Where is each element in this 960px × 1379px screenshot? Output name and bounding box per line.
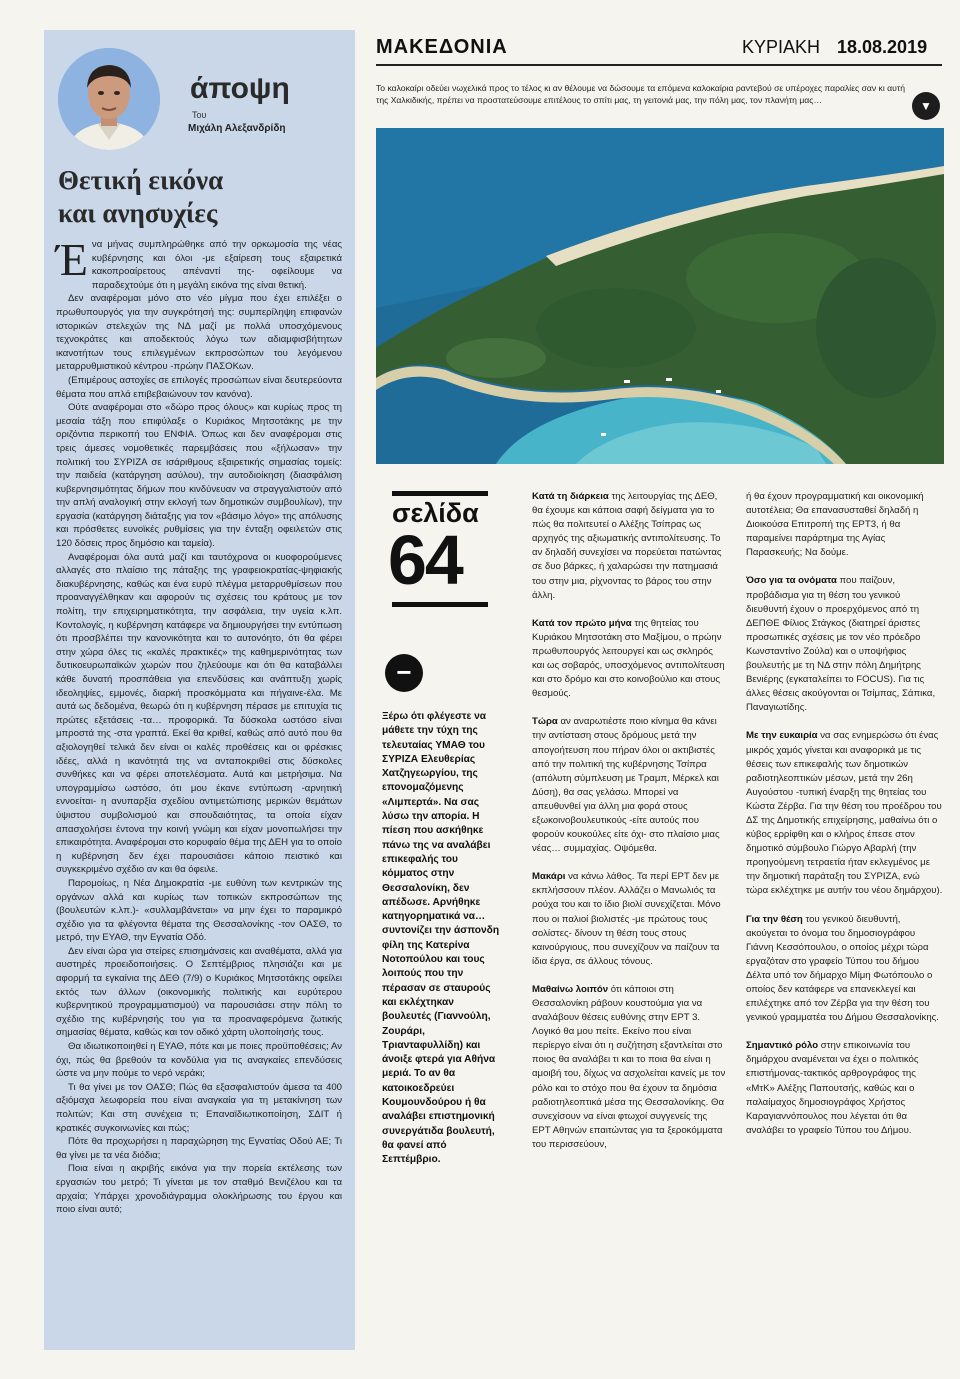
gossip-item <box>532 983 727 1152</box>
gossip-item-body: ή θα έχουν προγραμματική και οικονομική αυτοτέλεια; Θα επανασυσταθεί δηλαδή η Διοικούσα Επιτροπή της ΕΡΤ3, ή θα παραμείνει παράρτημα της Αγίας Παρασκευής; Να δούμε. <box>746 491 924 559</box>
gossip-item <box>532 715 727 856</box>
gossip-item-body: στην επικοινωνία του δημάρχου αναμένεται να έχει ο πολιτικός επιστήμονας-τακτικός αρθρογράφος της «ΜτΚ» Αλέξης Παπουτσής, καθώς και ο παλαίμαχος δημοσιογράφος Χρήστος Καραγιαννόπουλος που λέγεται ότι θα αναλάβει το γραφείο Τύπου του Δήμου. <box>746 1040 919 1136</box>
article-paragraph: (Επιμέρους αστοχίες σε επιλογές προσώπων είναι δευτερεύοντα θέματα που απλά επιβεβαιώνουν τον κανόνα). <box>56 374 342 400</box>
gossip-item <box>532 490 727 603</box>
photo-lead-text: Το καλοκαίρι οδεύει νωχελικά προς το τέλος κι αν θέλουμε να δώσουμε τα επόμενα καλοκαίρια ραντεβού σε υπέροχες παραλίες σαν κι αυτή της Χαλκιδικής, πρέπει να προστατεύσουμε επιτέλους το σπίτι μας, τη γειτονιά μας, την πόλη μας, τον πλανήτη μας… <box>376 83 905 106</box>
gossip-item-lead: Τώρα <box>532 716 558 728</box>
page-number: 64 <box>388 521 462 599</box>
gossip-item-lead: Σημαντικό ρόλο <box>746 1040 819 1052</box>
gossip-item-body: της λειτουργίας της ΔΕΘ, θα έχουμε και κάποια σαφή δείγματα για το πώς θα πολιτευτεί ο Αλέξης Τσίπρας ως αρχηγός της αξιωματικής αντιπολίτευσης. Το αν δηλαδή συνεχίσει να πορεύεται πατώντας σε δυο βάρκες, ή χαλαρώσει την πατημασιά του στην μια, ρίχνοντας το βάρος του στην άλλη. <box>532 491 722 601</box>
gossip-column-right <box>746 490 944 1152</box>
headline-line-1: Θετική εικόνα <box>58 165 224 195</box>
page-box-bottom-rule <box>392 602 488 607</box>
aerial-beach-photo <box>376 128 944 464</box>
article-paragraph: Τι θα γίνει με τον ΟΑΣΘ; Πώς θα εξασφαλιστούν άμεσα τα 400 αξιόμαχα λεωφορεία που είναι αναγκαία για τη μετακίνηση των πολιτών; Και στη συνέχεια τι; Επαναϊδιωτικοποίηση, ΣΔΙΤ ή κρατικές συγκοινωνίες και πώς; <box>56 1081 342 1134</box>
issue-date: 18.08.2019 <box>837 37 928 57</box>
down-arrow-icon: ▼ <box>912 92 940 120</box>
gossip-item <box>746 574 944 715</box>
aerial-beach-illustration <box>376 128 944 464</box>
masthead-divider <box>376 64 942 66</box>
article-paragraph: Πότε θα προχωρήσει η παραχώρηση της Εγνατίας Οδού ΑΕ; Τι θα γίνει με τα νέα διόδια; <box>56 1136 342 1161</box>
gossip-item-lead: Μαθαίνω λοιπόν <box>532 983 609 995</box>
newspaper-name: ΜΑΚΕΔΟΝΙΑ <box>376 36 508 58</box>
article-paragraph: Δεν είναι ώρα για στείρες επισημάνσεις και αναθέματα, αλλά για αυστηρές προειδοποιήσεις. Ο Σεπτέμβριος πλησιάζει και με αφορμή τα εγκαίνια της ΔΕΘ (7/9) ο Κυριάκος Μητσοτάκης οφείλει εκτός των άλλων (οικονομικής πολιτικής και ευρύτερου κυβερνητικού προγραμματισμού) να παρουσιάσει στην πόλη το σχέδιο της κυβέρνησής του για τα προαναφερόμενα ζωτικής σημασίας θέματα, καθώς και τον οδικό χάρτη υλοποίησής τους. <box>56 945 342 1039</box>
gossip-item-body: αν αναρωτιέστε ποιο κίνημα θα κάνει την αντίσταση στους δρόμους μετά την απογοήτευση που πήραν όλοι οι ακτιβιστές από την πολιτική της κυβέρνησης Τσίπρα (απόλυτη σύμπλευση με Τραμπ, Μέρκελ και Δύση), θα σας γελάσω. Μπορεί να απευθυνθεί για άλλη μια φορά στους εξωκοινοβουλευτικούς -είτε αυτούς που φορούν κουκούλες είτε όχι- στο πλαίσιο μιας νέας… συμμαχίας. Οψόμεθα. <box>532 716 720 855</box>
page-box-top-rule <box>392 491 488 496</box>
drop-cap: Έ <box>56 234 88 285</box>
gossip-item-body: που παίζουν, προβάδισμα για τη θέση του γενικού διευθυντή έχουν ο προερχόμενος από τη ΔΕΠΘΕ Φίλιος Στάγκος (διατηρεί άριστες προσωπικές σχέσεις με τον νέο πρόεδρο Κωνσταντίνο Ζούλα) και ο υποψήφιος βουλευτής με τη ΝΔ στην πόλη Δημήτρης Βενιέρης (εγκαταλείπει το FOCUS). Για τις άλλες θέσεις ακούγονται οι Τσίμπας, Σάπικα, Παναγιωτίδης. <box>746 575 936 714</box>
gossip-item-body: να κάνω λάθος. Τα περί ΕΡΤ δεν με εκπλήσσουν πλέον. Αλλάζει ο Μανωλιός τα ρούχα του και το ίδιο βιολί συνεχίζεται. Μόνο που οι παλιοί βιολιστές -με πρώτους τους σολίστες- δίνουν τη θέση τους στους καινούργιους, που συνεχίζουν να παίζουν τα ίδια έργα, σε άλλους τόνους. <box>532 871 721 967</box>
article-paragraph: Ούτε αναφέρομαι στο «δώρο προς όλους» και κυρίως προς τη μεσαία τάξη που επιφύλαξε ο Κυριάκος Μητσοτάκης με την οριζόντια περικοπή του ΕΝΦΙΑ. Όπως και δεν αναφέρομαι στις τρεις άμεσες νομοθετικές παρεμβάσεις που «ξήλωσαν» την πολιτική του ΣΥΡΙΖΑ σε ισάριθμους εξαιρετικής σημασίας τομείς: την παιδεία (κατάργηση ασύλου), την αυτοδιοίκηση (διασφάλιση κυβερνησιμότητας δήμων που κινδύνευαν να στραγγαλιστούν από την απλή αναλογική στην εκλογή των δημοτικών συμβουλίων), την εργασία (κατάργηση διάταξης για τον «βάσιμο λόγο» της απόλυσης και πρόσθετες ευνοϊκές ρυθμίσεις για την ένταξη οφειλετών στις 120 δόσεις προς δημόσιο και ταμεία). <box>56 402 342 550</box>
gossip-item-body: ότι κάποιοι στη Θεσσαλονίκη ράβουν κουστούμια για να αναλάβουν θέσεις ευθύνης στην ΕΡΤ 3. Λογικό θα μου πείτε. Εκείνο που είναι περίεργο είναι ότι η συζήτηση εξαντλείται στο ποιος θα αναλάβει τι και το ποια θα είναι η αμοιβή του, δίχως να ασχολείται κανείς με τον ρόλο και το στόχο που θα έχουν τα δημόσια ραδιοτηλεοπτικά μέσα της Θεσσαλονίκης. Θα συνεχίσουν να είναι φτωχοί συγγενείς της ΕΡΤ Αθηνών επαιτώντας για τα ξεροκόμματα του περισσεύουν, <box>532 983 726 1150</box>
gossip-item-lead: Μακάρι <box>532 871 566 883</box>
gossip-item-lead: Με την ευκαιρία <box>746 730 818 742</box>
gossip-item <box>746 490 944 560</box>
article-paragraph: Δεν αναφέρομαι μόνο στο νέο μίγμα που έχει επιλέξει ο πρωθυπουργός για την συγκρότησή της: συμπερίληψη επιφανών ιστορικών στελεχών της ΝΔ μαζί με πολλά υποσχόμενους τεχνοκράτες και αποδεκτούς λόγω των αδιαμφισβήτητων ικανοτήτων τους επιλεγμένων εκπροσώπων του λεγόμενου μεταρρυθμιστικού κέντρου -πρώην ΠΑΣΟΚων. <box>56 293 342 373</box>
page-word: σελίδα <box>392 498 479 528</box>
gossip-item <box>746 913 944 1026</box>
opinion-label: άποψη <box>190 72 290 105</box>
article-paragraph: Αναφέρομαι όλα αυτά μαζί και ταυτόχρονα οι κυοφορούμενες αλλαγές στο πλαίσιο της πάταξης της γραφειοκρατίας-ψηφιακής διακυβέρνησης, καθώς και ένα ευρύ πλέγμα μεταρρυθμίσεων που προαναγγέλθηκαν και αφορούν τις σχέσεις του κράτους με τον πολίτη, την επιχειρηματικότητα, την ασφάλεια, την υγεία κ.λπ. Κοντολογίς, η κυβέρνηση κατάφερε να δημιουργήσει την εντύπωση ότι προσβλέπει την κανονικότητα και το αυτονόητο, ότι θα φέρει στην χώρα όλες τις «καλές πρακτικές» της καθημερινότητας των δυτικοευρωπαϊκών χωρών που ζηλεύουμε και ότι θα καταβάλλει κάθε δυνατή προσπάθεια για επενδύσεις και ανάπτυξη χωρίς ιδεοληψίες, εμμονές, διαρκή προσκόμματα και πήγαινε-έλα. Με αυτά ως δεδομένα, θεωρώ ότι η κυβέρνηση πέρασε με επιτυχία τις πρώτες εξετάσεις -τα… προφορικά. Τα δύσκολα ωστόσο είναι μπροστά της -στα γραπτά. Εκεί θα κριθεί, καθώς από αυτό που θα αξιολογηθεί τελικά δεν είναι οι καλές προθέσεις και οι φρέσκιες ιδέες, αλλά η ικανότητά της να ανταποκριθεί στις δύσκολες συνθήκες και να φέρει αποτελέσματα. Αυτά και μετρήσιμα. Να υπογραμμίσω ωστόσο, ότι μου έκανε εντύπωση -αρνητική εννοείται- η ανυπαρξία σχεδίου αντιμετώπισης μερικών θεμάτων ύψιστου συμβολισμού και σπουδαιότητας, τα οποία είχαν απασχολήσει έντονα την κοινή γνώμη και είχαν μονοπωλήσει την επικαιρότητα. Αναφέρομαι στο κορυφαίο θέμα της ΔΕΗ για το οποίο η κυβέρνηση δεν έχει παρουσιάσει κάποιο πειστικό και συγκεκριμένο σχέδιο αν και θα όφειλε. <box>56 551 343 876</box>
opinion-panel <box>44 30 355 1350</box>
gossip-item-body: να σας ενημερώσω ότι ένας μικρός χαμός γίνεται και αναφορικά με τις θέσεις των επικεφαλής των δημοτικών ραδιοτηλεοπτικών μέσων, μετά την 26η Αυγούστου -τυπική έναρξη της θητείας του Κώστα Ζέρβα. Για την θέση του προέδρου του ΔΣ της Δημοτικής επιχείρησης, μαθαίνω ότι ο κύβος ερρίφθη και ο κλήρος έπεσε στον δημοτικό σύμβουλο Γιώργο Αβαρλή (την προηγούμενη τετραετία ήταν εκλεγμένος με την δημοτική παράταξη του ΣΥΡΙΖΑ, ενώ τώρα εκλέχτηκε με αυτήν του νέου δημάρχου). <box>746 730 943 897</box>
gossip-item-lead: Για την θέση <box>746 913 803 925</box>
gossip-item <box>746 1039 944 1138</box>
gossip-item-body: του γενικού διευθυντή, ακούγεται το όνομα του δημοσιογράφου Γιάννη Κεσσόπουλου, ο οποίος μέχρι τώρα εργαζόταν στο γραφείο Τύπου του δήμου Δέλτα υπό τον δήμαρχο Μίμη Φωτόπουλο ο οποίος δεν κατάφερε να επανεκλεγεί και επιλέχτηκε από τον Ζέρβα για την θέση του γενικού γραμματέα του Δήμου Θεσσαλονίκης. <box>746 913 939 1024</box>
author-photo <box>58 48 160 150</box>
article-paragraph: Ένα μήνας συμπληρώθηκε από την ορκωμοσία της νέας κυβέρνησης και όλοι -με εξαίρεση τους εξαιρετικά κακοπροαίρετους απέναντί της- οφείλουμε να παραδεχτούμε ότι η μεγάλη εικόνα της είναι θετική. <box>56 234 342 291</box>
gossip-item-body: της θητείας του Κυριάκου Μητσοτάκη στο Μαξίμου, ο πρώην πρωθυπουργός λειτουργεί και ως σκληρός και ως σοβαρός, υποσχόμενος αντιπολίτευση και στο δρόμο και στο κοινοβούλιο και στους θεσμούς. <box>532 617 725 700</box>
author-name: Μιχάλη Αλεξανδρίδη <box>188 123 286 134</box>
byline-prefix: Του <box>192 110 207 120</box>
article-paragraph: Παρομοίως, η Νέα Δημοκρατία -με ευθύνη των κεντρικών της οργάνων αλλά και κυρίως των τοπικών εκπροσώπων της (βουλευτών κ.λπ.)- «συλλαμβάνεται» να μην έχει το παραμικρό σχέδιο για τα φλέγοντα θέματα της Θεσσαλονίκης -τον ΟΑΣΘ, το μετρό, την ΕΥΑΘ, την Εγνατία Οδό. <box>56 877 342 944</box>
opinion-article-body <box>56 234 343 1217</box>
gossip-item <box>532 870 727 969</box>
article-paragraph: Ποια είναι η ακριβής εικόνα για την πορεία εκτέλεσης των εργασιών του μετρό; Τι γίνεται με τον σταθμό Βενιζέλου και τα αρχαία; Υπάρχει χρονοδιάγραμμα ολοκλήρωσης του έργου και ποιο είναι αυτό; <box>56 1163 342 1216</box>
minus-item-text: Ξέρω ότι φλέγεστε να μάθετε την τύχη της τελευταίας ΥΜΑΘ του ΣΥΡΙΖΑ Ελευθερίας Χατζηγεωργίου, της επονομαζόμενης «Λιμπερτά». Να σας λύσω την απορία. Η πίεση που ασκήθηκε πάνω της να αναλάβει επικεφαλής του κόμματος στην Θεσσαλονίκη, δεν απέδωσε. Αρνήθηκε κατηγορηματικά να… συντονίζει την άσπονδη φίλη της Κατερίνα Νοτοπούλου και τους λοιπούς που την πέρασαν σε σταυρούς και εκλέχτηκαν βουλευτές (Γιαννούλη, Ζουράρι, Τριανταφυλλίδη) και άνοιξε φτερά για Αθήνα μεριά. Το αν θα κατοικοεδρεύει Κουμουνδούρου ή θα αναλάβει επιστημονική συνεργάτιδα βουλευτή, θα φανεί από Σεπτέμβριο. <box>382 711 500 1166</box>
gossip-item <box>532 617 727 702</box>
issue-day: ΚΥΡΙΑΚΗ <box>742 37 821 57</box>
gossip-item-lead: Όσο για τα ονόματα <box>746 575 837 587</box>
minus-icon: − <box>385 654 423 692</box>
article-headline <box>58 164 348 230</box>
gossip-item-lead: Κατά τη διάρκεια <box>532 491 609 502</box>
gossip-item-lead: Κατά τον πρώτο μήνα <box>532 617 632 629</box>
gossip-column-middle <box>532 490 727 1166</box>
headline-line-2: και ανησυχίες <box>58 198 218 228</box>
author-portrait-illustration <box>58 48 160 150</box>
article-paragraph: Θα ιδιωτικοποιηθεί η ΕΥΑΘ, πότε και με ποιες προϋποθέσεις; Αν όχι, πώς θα βρεθούν τα κονδύλια για τις αναγκαίες επενδύσεις ώστε να μην πούμε το νερό νεράκι; <box>56 1041 342 1080</box>
gossip-item <box>746 729 944 898</box>
